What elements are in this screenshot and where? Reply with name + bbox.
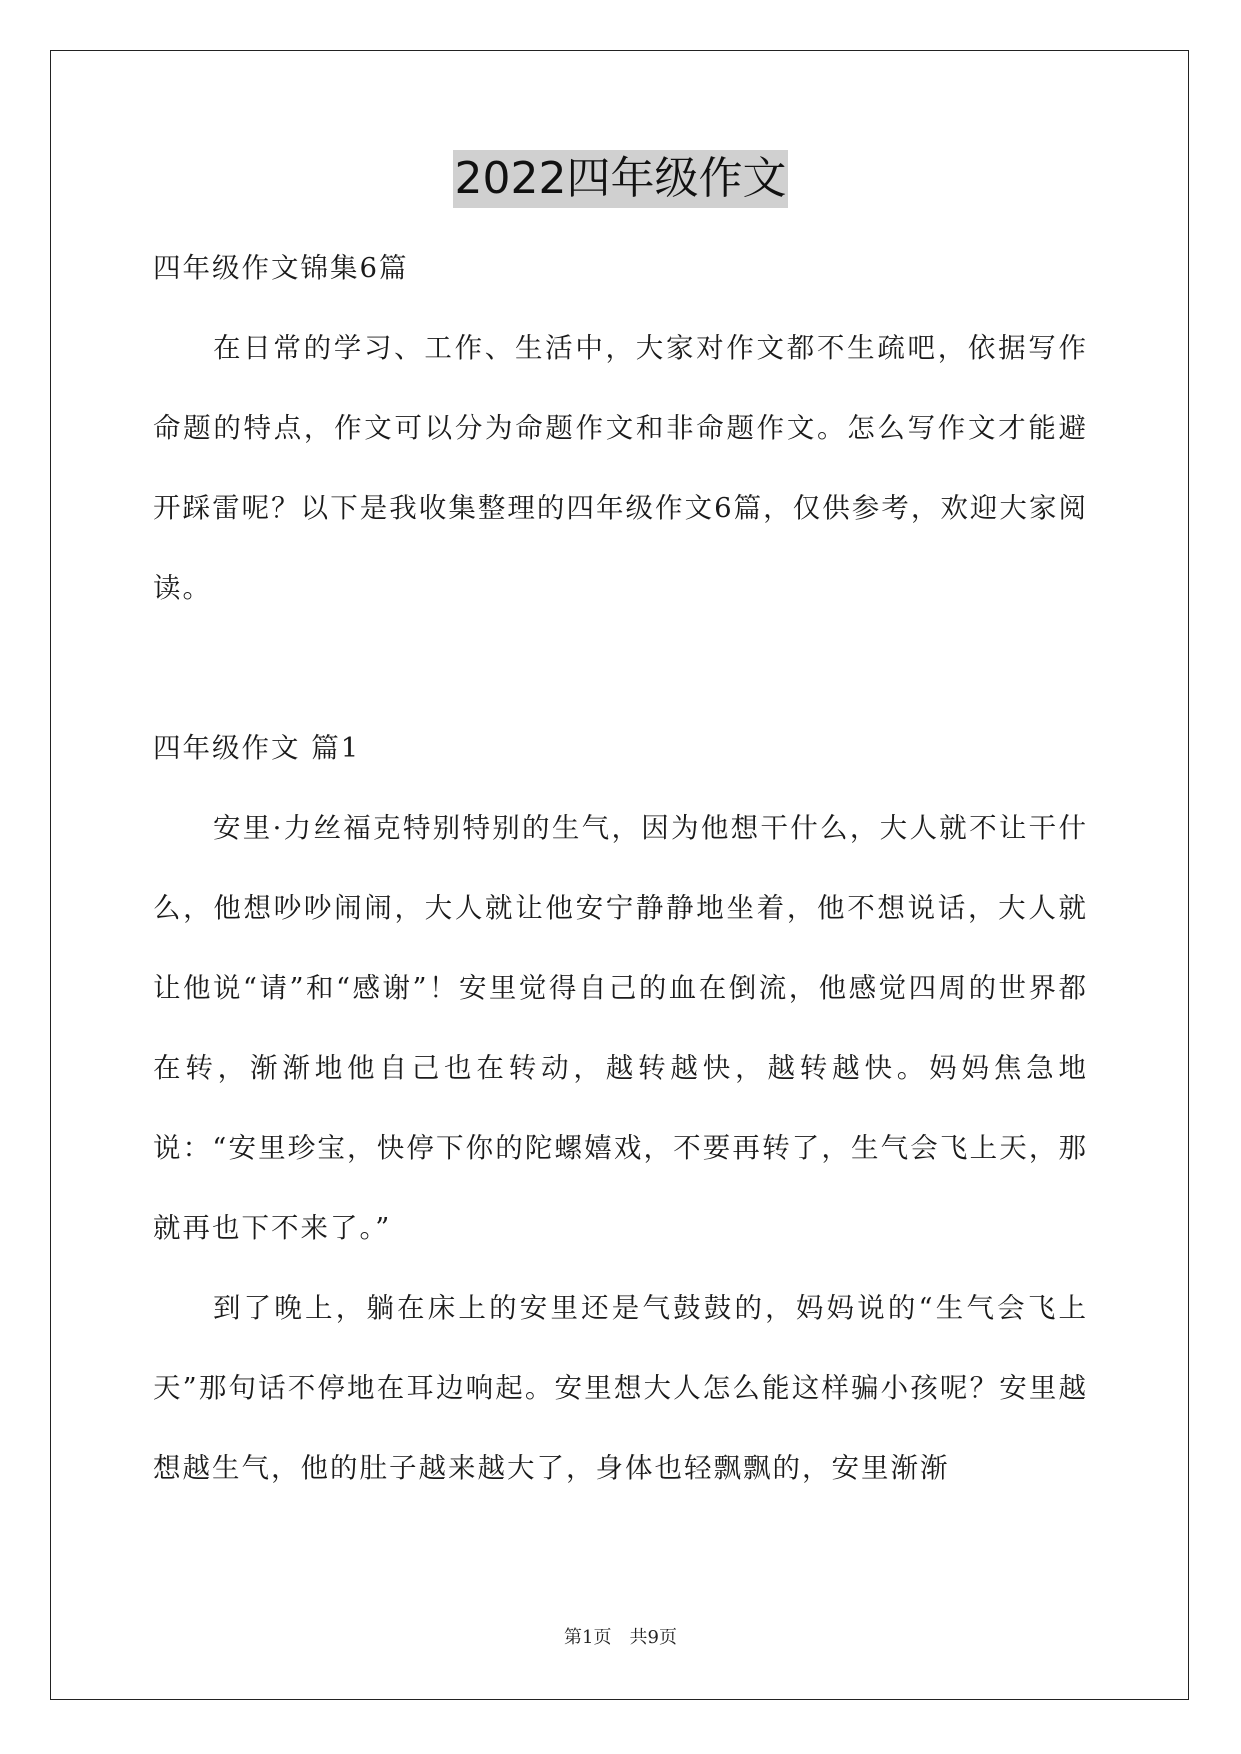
body-paragraph: 到了晚上，躺在床上的安里还是气鼓鼓的，妈妈说的“生气会飞上天”那句话不停地在耳边响起。安里想大人怎么能这样骗小孩呢？安里越想越生气，他的肚子越来越大了，身体也轻飘飘的，安里渐渐	[153, 1292, 1088, 1484]
document-body	[153, 228, 1088, 1508]
page-number-footer: 第1页 共9页	[564, 1627, 677, 1648]
section-gap	[153, 628, 1088, 708]
title-container	[0, 150, 1241, 208]
intro-paragraph: 在日常的学习、工作、生活中，大家对作文都不生疏吧，依据写作命题的特点，作文可以分为命题作文和非命题作文。怎么写作文才能避开踩雷呢？以下是我收集整理的四年级作文6篇，仅供参考，欢迎大家阅读。	[153, 332, 1088, 604]
document-subtitle: 四年级作文锦集6篇	[153, 252, 409, 284]
body-paragraph: 安里·力丝福克特别特别的生气，因为他想干什么，大人就不让干什么，他想吵吵闹闹，大人就让他安宁静静地坐着，他不想说话，大人就让他说“请”和“感谢”！安里觉得自己的血在倒流，他感觉四周的世界都在转，渐渐地他自己也在转动，越转越快，越转越快。妈妈焦急地说：“安里珍宝，快停下你的陀螺嬉戏，不要再转了，生气会飞上天，那就再也下不来了。”	[153, 812, 1088, 1244]
section-heading: 四年级作文 篇1	[153, 732, 361, 764]
document-title: 2022四年级作文	[453, 150, 789, 208]
